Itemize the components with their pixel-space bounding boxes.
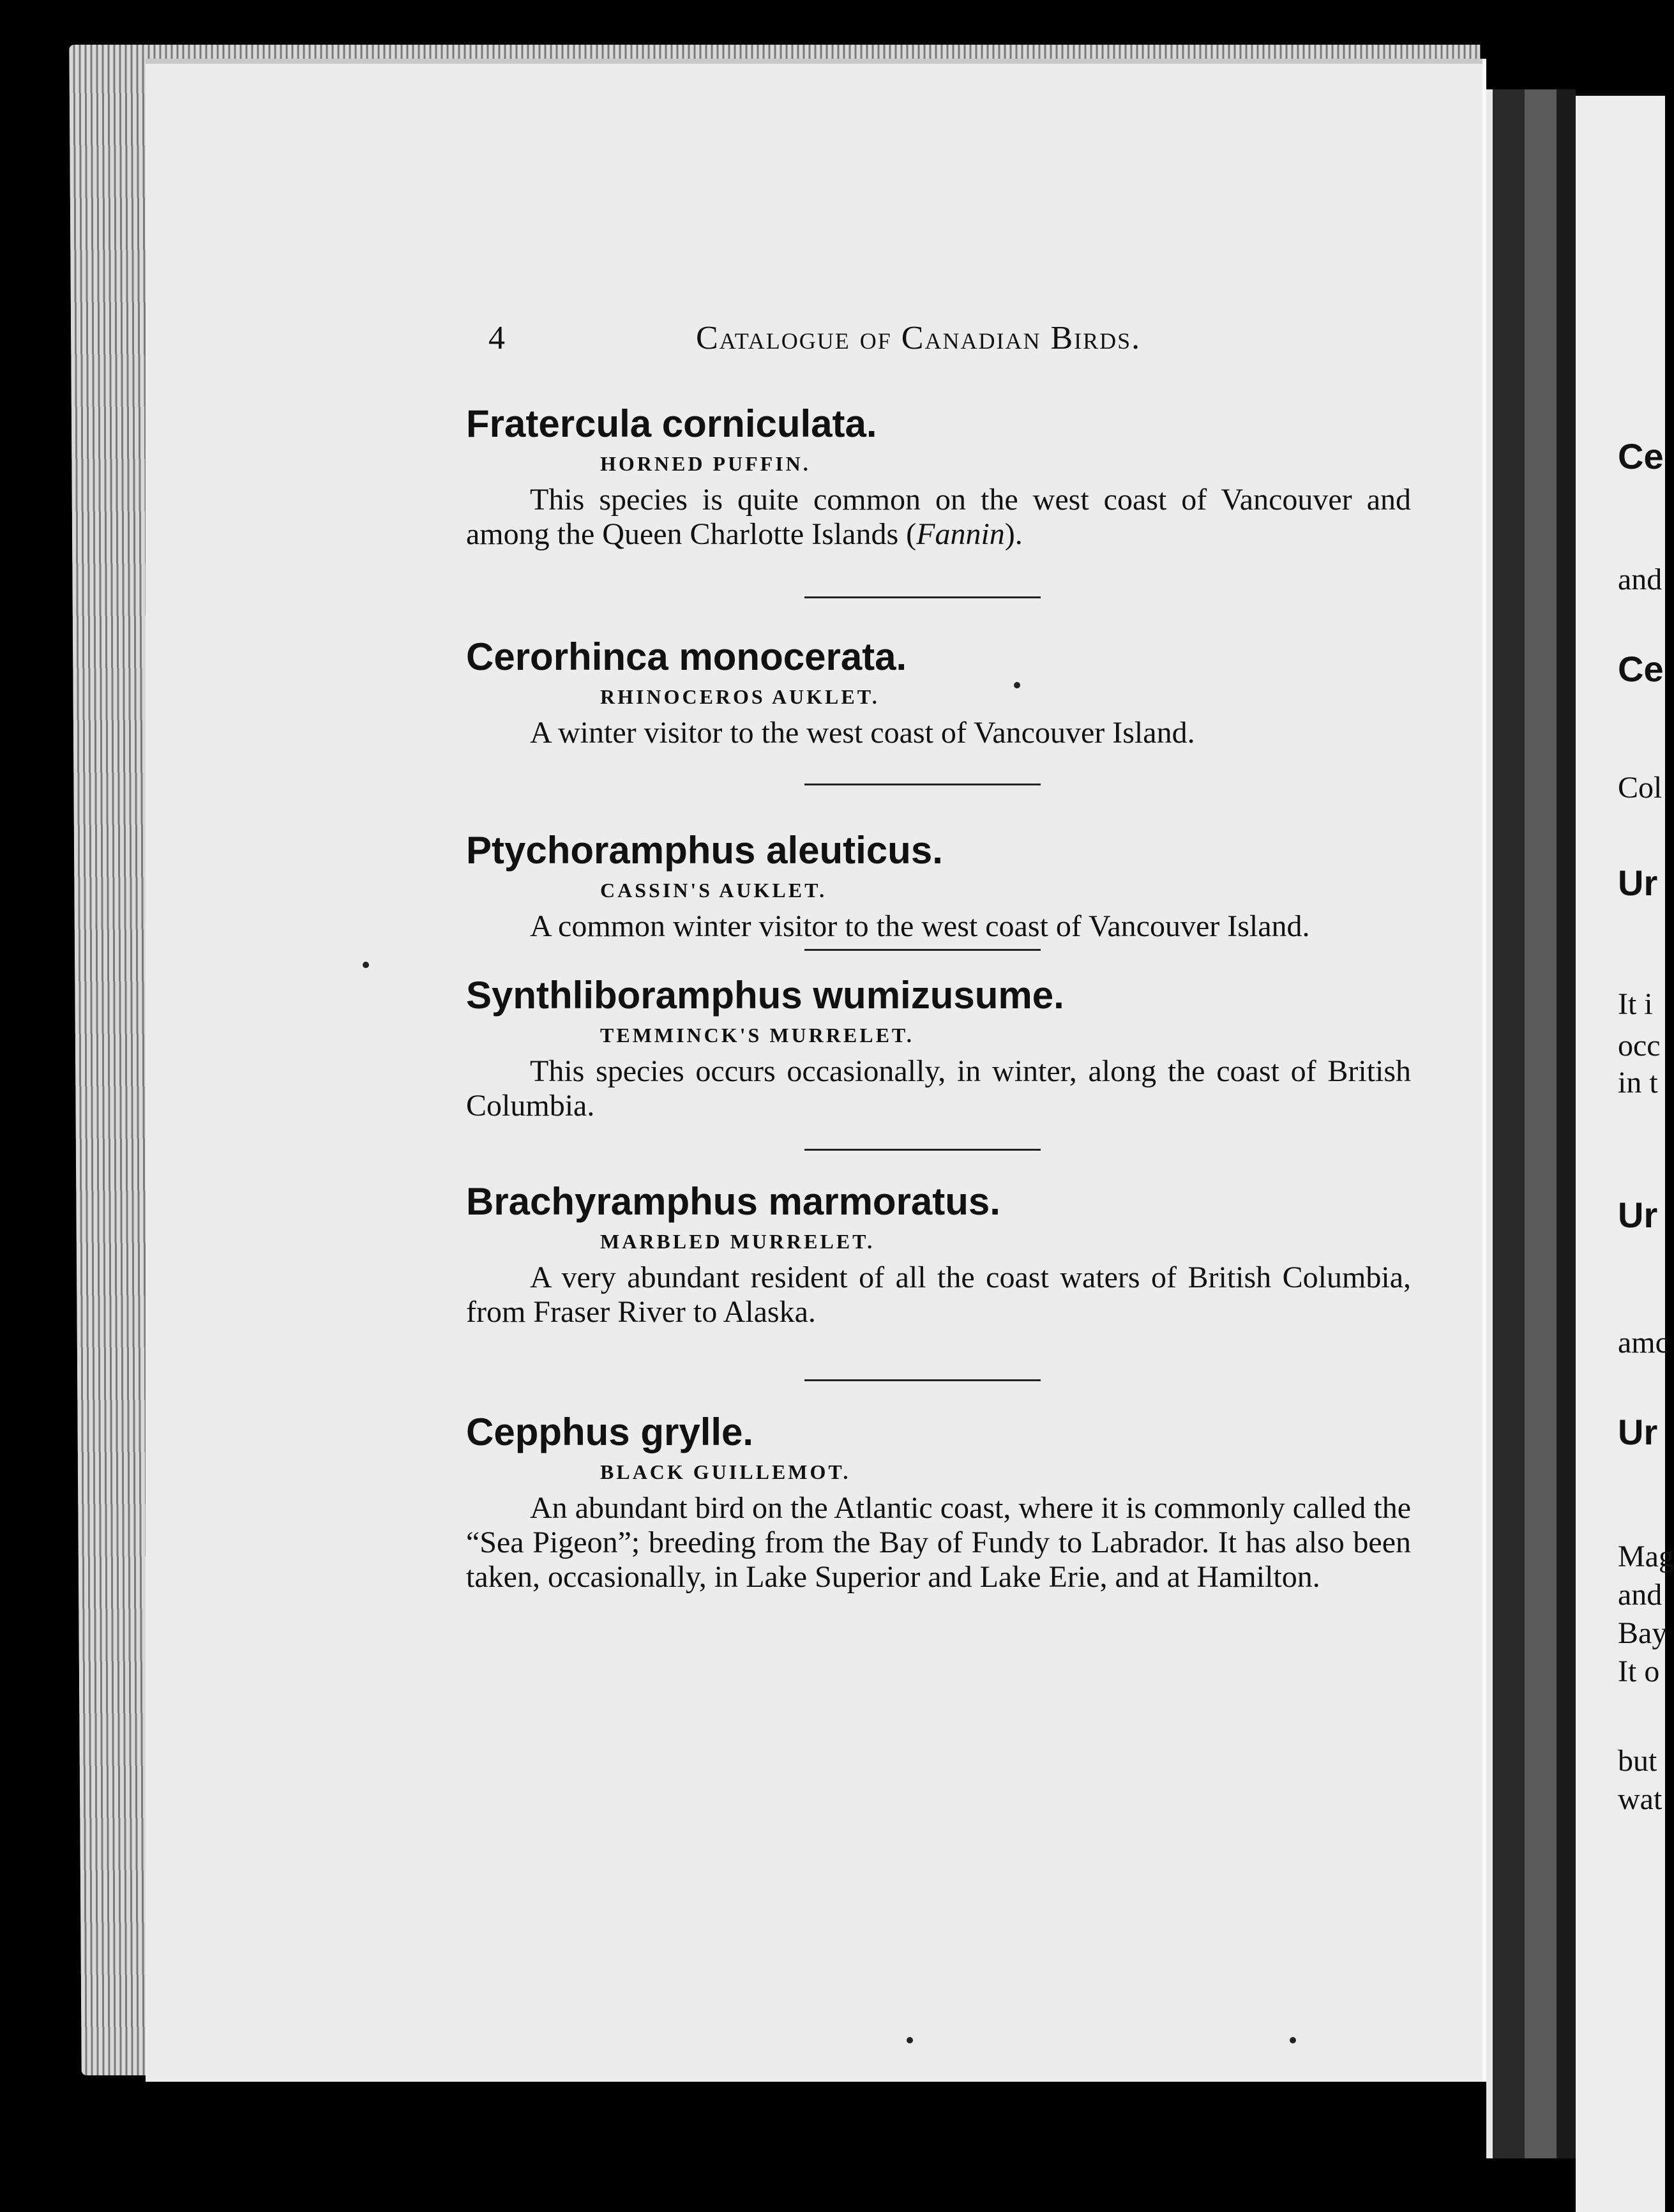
facing-fragment: It o: [1618, 1655, 1660, 1688]
species-name: Cepphus grylle.: [466, 1411, 754, 1453]
page-number: 4: [488, 320, 506, 356]
facing-fragment: in t: [1618, 1066, 1658, 1100]
species-description: An abundant bird on the Atlantic coast, where it is commonly called the “Sea Pigeon”; breeding from the Bay of Fundy to Labrador. It has also been taken, occasionally, in Lake Superior and Lake Erie, and at Hamilton.: [466, 1491, 1411, 1594]
facing-fragment: Ur: [1618, 863, 1658, 903]
facing-fragment: Bay: [1618, 1616, 1668, 1650]
common-name: RHINOCEROS AUKLET.: [600, 685, 880, 708]
species-description: A common winter visitor to the west coast of Vancouver Island.: [530, 909, 1310, 943]
facing-page: [1576, 96, 1668, 2212]
section-rule: [804, 1149, 1041, 1151]
page-content: [466, 319, 1411, 1595]
section-rule: [804, 596, 1041, 598]
common-name: TEMMINCK'S MURRELET.: [600, 1024, 914, 1047]
species-entry: [466, 632, 1411, 750]
facing-fragment: It i: [1618, 987, 1653, 1021]
species-name: Fratercula corniculata.: [466, 402, 877, 445]
species-name: Ptychoramphus aleuticus.: [466, 829, 943, 872]
facing-fragment: Mag: [1618, 1540, 1674, 1573]
species-entry: [466, 970, 1411, 1123]
species-description: This species is quite common on the west coast of Vancouver and among the Queen Charlotte Islands (Fannin).: [466, 483, 1411, 551]
common-name: BLACK GUILLEMOT.: [600, 1460, 851, 1483]
facing-fragment: Ur: [1618, 1412, 1658, 1452]
facing-fragment: amc: [1618, 1326, 1669, 1360]
facing-fragment: Ur: [1618, 1195, 1658, 1235]
species-entry: [466, 1407, 1411, 1595]
species-name: Cerorhinca monocerata.: [466, 635, 907, 678]
facing-fragment: wat: [1618, 1782, 1663, 1816]
facing-fragment: Ce: [1618, 649, 1664, 689]
section-rule: [804, 784, 1041, 785]
common-name: CASSIN'S AUKLET.: [600, 879, 827, 902]
book-gutter: [1486, 89, 1576, 2158]
ink-speck: [907, 2037, 913, 2043]
facing-fragment: and: [1618, 1578, 1663, 1612]
facing-fragment: but: [1618, 1744, 1657, 1778]
species-entry: [466, 1176, 1411, 1329]
section-rule: [804, 949, 1041, 951]
facing-fragment: Col: [1618, 771, 1663, 805]
facing-fragment: Ce: [1618, 436, 1664, 476]
facing-fragment: and: [1618, 563, 1663, 596]
species-description: A very abundant resident of all the coast waters of British Columbia, from Fraser River to Alaska.: [466, 1261, 1411, 1329]
species-description: This species occurs occasionally, in winter, along the coast of British Columbia.: [466, 1054, 1411, 1123]
species-name: Brachyramphus marmoratus.: [466, 1180, 1000, 1223]
species-entry: [466, 398, 1411, 552]
ink-speck: [363, 962, 369, 968]
running-title: Catalogue of Canadian Birds.: [696, 320, 1142, 356]
common-name: HORNED PUFFIN.: [600, 452, 811, 475]
facing-fragment: occ: [1618, 1029, 1661, 1063]
species-name: Synthliboramphus wumizusume.: [466, 974, 1064, 1017]
species-description: A winter visitor to the west coast of Vancouver Island.: [530, 716, 1195, 750]
common-name: MARBLED MURRELET.: [600, 1230, 875, 1253]
section-rule: [804, 1379, 1041, 1381]
ink-speck: [1290, 2037, 1296, 2043]
running-head: [466, 319, 1411, 377]
species-entry: [466, 825, 1411, 944]
